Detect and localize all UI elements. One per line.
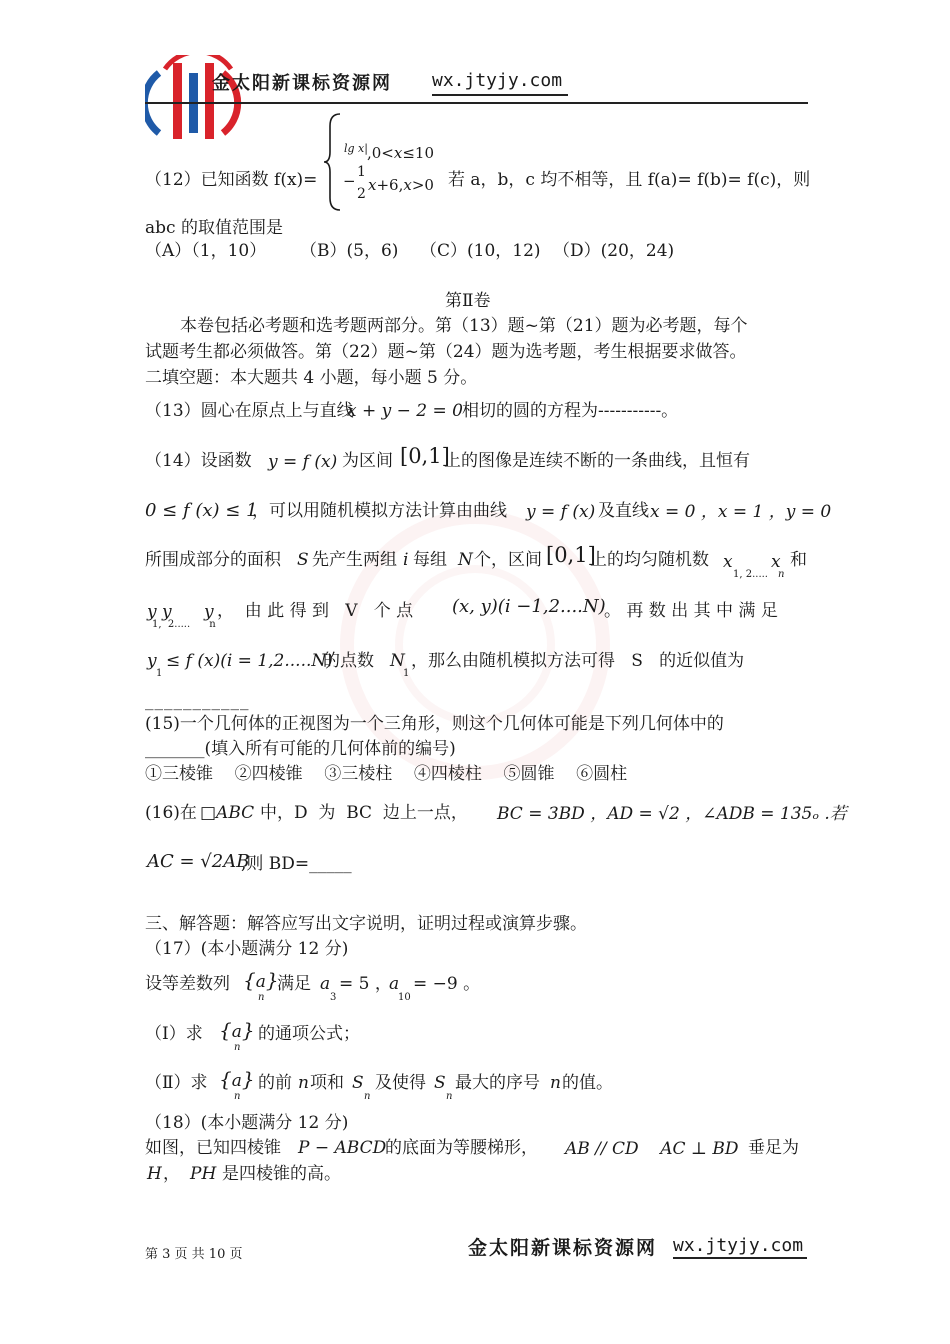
q18-h: H: [147, 1164, 162, 1184]
q12-option-a: （A）（1，10）: [145, 241, 267, 261]
q14-l3-e: 上的均匀随机数: [590, 550, 709, 570]
q17-part2-s2: S: [434, 1073, 446, 1093]
q14-l5-b: ，那么由随机模拟方法可得 S 的近似值为: [411, 651, 745, 671]
q17-part2-c: 项和: [310, 1073, 344, 1093]
q14-l3-x-sub: 1, 2.....: [733, 569, 768, 580]
q17-part1-b: 的通项公式；: [258, 1024, 360, 1044]
q17-part2-n: n: [298, 1073, 309, 1093]
footer-brand: 金太阳新课标资源网: [468, 1237, 658, 1259]
q14-l3-n: N: [458, 550, 473, 570]
q12-case2-sign: −: [343, 172, 356, 190]
q14-l4-y: y y y: [147, 602, 214, 622]
q12-option-b: （B）(5，6): [300, 241, 399, 261]
q17-part2-s2-sub: n: [446, 1091, 453, 1102]
q14-l3-c: 每组: [413, 550, 447, 570]
q17-part2-s: S: [352, 1073, 364, 1093]
q12-case1-log: lg x|: [344, 142, 368, 155]
header-url-underline: [432, 94, 568, 96]
q17-title: （17）(本小题满分 12 分): [145, 939, 349, 959]
q12-case2-num: 1: [357, 164, 366, 180]
q14-l3-f: 和: [790, 550, 807, 570]
header-rule: [145, 102, 808, 104]
q17-a3-sub: 3: [330, 992, 337, 1003]
q17-part2-seq: {a}: [219, 1067, 255, 1091]
footer-url[interactable]: wx.jtyjy.com: [673, 1235, 804, 1256]
brace-icon: [322, 112, 344, 212]
q15-l2: _______(填入所有可能的几何体前的编号): [145, 739, 456, 759]
q18-l2-a: ，: [163, 1164, 180, 1184]
q12-option-d: （D）(20，24): [553, 241, 675, 261]
q14-l5-a: 的点数: [323, 651, 374, 671]
q12-option-c: （C）(10，12): [420, 241, 541, 261]
q17-l1-d: = −9 。: [413, 974, 481, 994]
q18-l1-a: 如图，已知四棱锥: [145, 1138, 281, 1158]
q14-l4-a: ， 由 此 得 到 V 个 点: [217, 601, 414, 621]
q14-answer-blank: ___________: [145, 691, 250, 711]
q14-l3-d: 个，区间: [474, 550, 542, 570]
q14-l1-interval: [0,1]: [400, 444, 450, 468]
q14-l3-xn: x: [771, 552, 781, 572]
q16-l2-expr: AC = √2AB: [147, 851, 250, 872]
q13-text-a: （13）圆心在原点上与直线: [145, 401, 354, 421]
q14-l5-y: y: [147, 651, 157, 671]
q15-l1: (15)一个几何体的正视图为一个三角形，则这个几何体可能是下列几何体中的: [145, 714, 724, 734]
q14-l5-y-sub: 1: [156, 668, 163, 679]
q14-l3-a: 所围成部分的面积: [145, 550, 281, 570]
q17-a10-sub: 10: [398, 992, 411, 1003]
q17-part2-seq-sub: n: [234, 1091, 241, 1102]
header-url[interactable]: wx.jtyjy.com: [432, 70, 563, 91]
q18-l2-b: 是四棱锥的高。: [222, 1164, 341, 1184]
q13-expr: x + y − 2 = 0: [347, 401, 463, 421]
header-brand: 金太阳新课标资源网: [212, 73, 392, 94]
q14-l1-b: 为区间: [342, 451, 393, 471]
q14-l3-interval: [0,1]: [546, 543, 596, 567]
q17-part2-s-sub: n: [364, 1091, 371, 1102]
q17-seq-sub: n: [258, 992, 265, 1003]
q14-l1-expr: y = f (x): [268, 452, 338, 472]
q17-a10: a: [389, 974, 400, 994]
q14-l4-b: 。 再 数 出 其 中 满 足: [604, 601, 778, 621]
q17-seq: {a}: [243, 968, 279, 992]
q14-l2-b: 及直线: [598, 501, 649, 521]
q17-l1-b: 满足: [277, 974, 311, 994]
q16-l2-a: ,则 BD=_____: [241, 854, 352, 874]
q18-ph: PH: [190, 1164, 217, 1184]
q14-l4-point: (x, y)(i −1,2....N): [452, 596, 606, 617]
q13-text-b: 相切的圆的方程为-----------。: [462, 401, 679, 421]
q18-l1-b: 的底面为等腰梯形，: [385, 1138, 538, 1158]
q14-l3-i: i: [403, 550, 409, 570]
q14-l1-c: 上的图像是连续不断的一条曲线，且恒有: [444, 451, 750, 471]
part2-title: 第Ⅱ卷: [445, 291, 491, 311]
q12-suffix: 若 a，b，c 均不相等，且 f(a)= f(b)= f(c)，则: [448, 170, 811, 190]
q17-part1-seq: {a}: [219, 1018, 255, 1042]
q14-l3-x: x: [723, 552, 733, 572]
q17-part1-seq-sub: n: [234, 1042, 241, 1053]
q18-title: （18）(本小题满分 12 分): [145, 1113, 349, 1133]
q15-options: ①三棱锥 ②四棱锥 ③三棱柱 ④四棱柱 ⑤圆锥 ⑥圆柱: [145, 764, 628, 784]
q14-l2-curve: y = f (x): [526, 502, 596, 522]
fill-blank-heading: 二填空题：本大题共 4 小题，每小题 5 分。: [145, 368, 478, 388]
q17-part2-d: 及使得: [375, 1073, 426, 1093]
q12-line2: abc 的取值范围是: [145, 218, 283, 238]
q17-part2-f: 的值。: [562, 1073, 613, 1093]
q14-l2-expr: 0 ≤ f (x) ≤ 1: [145, 500, 258, 521]
q17-l1-c: = 5 ，: [339, 974, 392, 994]
part3-heading: 三、解答题：解答应写出文字说明，证明过程或演算步骤。: [145, 914, 587, 934]
q14-l5-n: N: [390, 651, 405, 671]
footer-url-underline: [673, 1257, 807, 1259]
q12-prefix: （12）已知函数 f(x)=: [145, 170, 318, 190]
q14-l1-a: （14）设函数: [145, 451, 252, 471]
footer-page-number: 第 3 页 共 10 页: [145, 1247, 243, 1262]
q16-triangle: □ABC: [200, 803, 255, 823]
q14-l2-lines: x = 0 ，x = 1 ，y = 0: [650, 502, 832, 522]
q17-part1-a: （Ⅰ）求: [145, 1024, 203, 1044]
q18-l1-d: 垂足为: [748, 1138, 799, 1158]
q17-part2-a: （Ⅱ）求: [145, 1073, 208, 1093]
q12-case1: ,0<x≤10: [367, 144, 435, 162]
q12-case2-rest: x+6,x>0: [368, 176, 434, 194]
q17-part2-n2: n: [550, 1073, 561, 1093]
q14-l3-xn-sub: n: [778, 569, 785, 580]
watermark-seal-inner: [395, 565, 555, 725]
q18-l1-expr: P − ABCD: [298, 1138, 387, 1158]
part2-intro2: 试题考生都必须做答。第（22）题~第（24）题为选考题，考生根据要求做答。: [145, 342, 747, 362]
q16-l1-b: 中，D 为 BC 边上一点，: [260, 803, 468, 823]
q12-case2-den: 2: [357, 186, 366, 202]
part2-intro1: 本卷包括必考题和选考题两部分。第（13）题~第（21）题为必考题，每个: [180, 316, 748, 336]
q18-l1-c: AB // CD AC ⊥ BD: [565, 1139, 739, 1159]
q14-l5-n-sub: 1: [403, 668, 410, 679]
q17-part2-b: 的前: [258, 1073, 292, 1093]
q17-part2-e: 最大的序号: [455, 1073, 540, 1093]
q16-l1-c: BC = 3BD ，AD = √2 ，∠ADB = 135ₒ .若: [497, 804, 847, 824]
q14-l5-expr: ≤ f (x)(i = 1,2.....N): [166, 651, 333, 671]
q17-l1-a: 设等差数列: [145, 974, 230, 994]
q17-a3: a: [320, 974, 331, 994]
q14-l2-a: ，可以用随机模拟方法计算由曲线: [252, 501, 507, 521]
q14-l3-s: S: [297, 550, 309, 570]
q14-l4-y-sub: 1, 2..... n: [152, 619, 216, 630]
q14-l3-b: 先产生两组: [312, 550, 397, 570]
q16-l1-a: (16)在: [145, 803, 197, 823]
